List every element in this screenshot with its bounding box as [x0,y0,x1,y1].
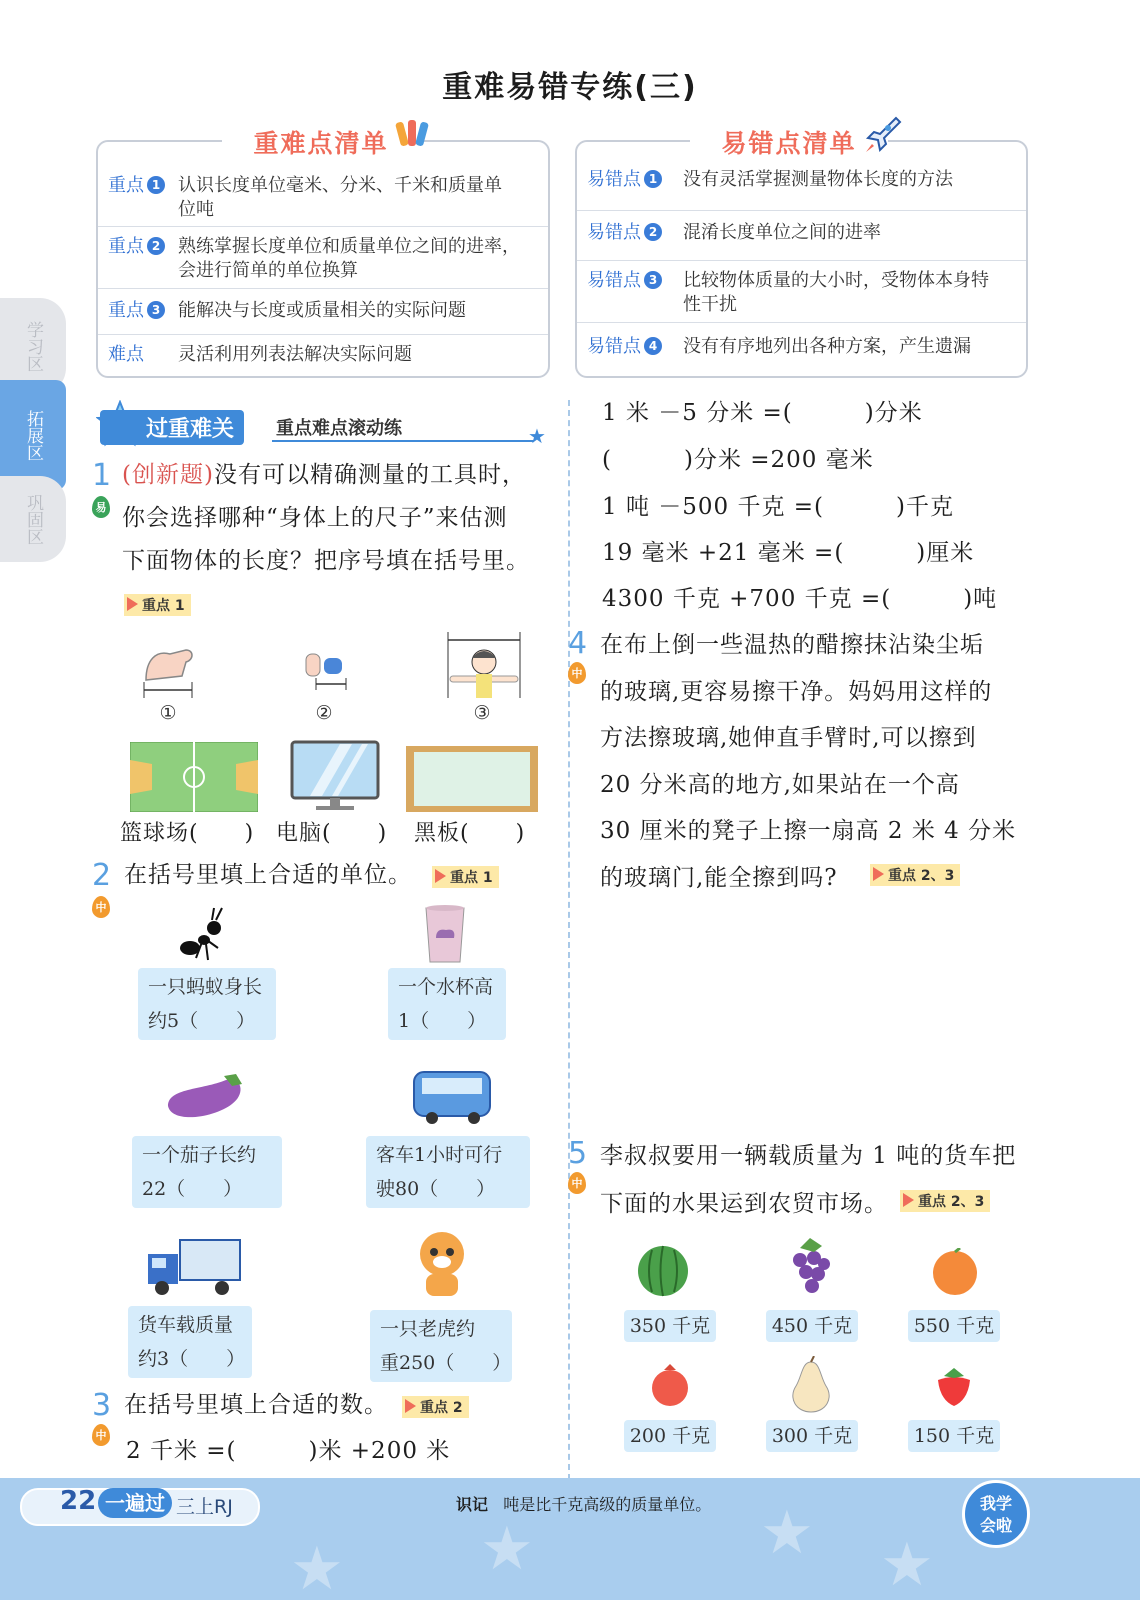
unit-card: 一只老虎约 重250（ ） [370,1310,512,1382]
fruit-weight-badge: 450 千克 [766,1310,858,1342]
cup-icon [422,904,468,966]
key-tag: 重点 3 [108,299,165,323]
key-text: 能解决与长度或质量相关的实际问题 [178,300,466,321]
eggplant-icon [162,1070,248,1126]
error-row [577,260,1026,321]
note-label: 识记 [456,1495,489,1514]
section-header [96,406,546,446]
pomegranate-icon [650,1364,690,1408]
key-row [98,288,548,333]
key-point-tag: 重点 1 [124,594,191,616]
unit-card: 客车1小时可行 驶80（ ） [366,1136,530,1208]
level-badge: 易 [92,496,110,518]
key-text: 熟练掌握长度单位和质量单位之间的进率， 会进行简单的单位换算 [178,236,520,281]
level-badge: 中 [568,662,586,684]
question-number: 5 [568,1136,588,1171]
page-number: 22 [60,1486,97,1516]
error-tag: 易错点 3 [587,269,662,293]
question-number: 1 [92,458,112,493]
fruit-weight-badge: 300 千克 [766,1420,858,1452]
section-underline [272,440,534,442]
q4-text: 在布上倒一些温热的醋擦抹沾染尘垢 的玻璃,更容易擦干净。妈妈用这样的 方法擦玻璃,她伸直手臂时,可以擦到 20 分米高的地方,如果站在一个高 30 厘米的凳子上擦一扇高 2 米 4 分米 的玻璃门,能全擦到吗? [600,632,1017,891]
error-text: 比较物体质量的大小时，受物体本身特 性干扰 [683,270,989,315]
level-badge: 中 [92,896,110,918]
footer-note [456,1492,711,1515]
error-tag: 易错点 1 [587,168,662,192]
rocket-icon [860,114,904,158]
level-badge: 中 [92,1424,110,1446]
option-label: ② [315,702,333,724]
key-text: 认识长度单位毫米、分米、千米和质量单 位吨 [178,175,502,220]
computer-monitor-icon [290,740,380,812]
brand-logo: 一遍过 [98,1488,172,1518]
question-number: 2 [92,858,112,893]
orange-icon [930,1248,980,1296]
finger-width-icon [298,648,354,694]
star-icon: ★ [528,424,546,448]
option-label: ① [159,702,177,724]
equation: 4300 千克 +700 千克 =( )吨 [602,586,998,612]
pencils-icon [392,118,432,156]
side-tab-label: 巩固区 [23,493,43,545]
equation: ( )分米 =200 毫米 [602,447,874,473]
equation: 1 米 －5 分米 =( )分米 [602,400,923,426]
error-row [577,168,1026,208]
error-text: 没有灵活掌握测量物体长度的方法 [683,169,953,190]
key-list-title: 重难点清单 [222,124,420,160]
watermelon-icon [636,1244,690,1298]
key-row [98,334,548,375]
unit-card: 货车载质量 约3（ ） [128,1306,252,1378]
side-tab-expand[interactable] [0,380,66,490]
grade-label: 三上RJ [176,1496,233,1518]
error-list-title: 易错点清单 [690,124,888,160]
difficulty-tag: 难点 [108,344,144,365]
level-badge: 中 [568,1172,586,1194]
column-divider [568,400,570,1480]
q5-text: 李叔叔要用一辆载质量为 1 吨的货车把 下面的水果运到农贸市场。 [600,1143,1017,1217]
blackboard-icon [406,746,538,812]
note-text: 吨是比千克高级的质量单位。 [503,1495,712,1514]
object-blackboard: 黑板( ) [414,821,526,846]
fruit-weight-badge: 200 千克 [624,1420,716,1452]
grapes-icon [788,1236,832,1298]
key-tag: 重点 1 [108,174,165,198]
side-tab-label: 学习区 [23,320,43,372]
q1-text: (创新题)没有可以精确测量的工具时， 你会选择哪种“身体上的尺子”来估测 下面物体的长度？把序号填在括号里。 [122,462,530,574]
key-point-tag: 重点 1 [432,866,499,888]
error-text: 没有有序地列出各种方案，产生遗漏 [683,336,971,357]
q2-text: 在括号里填上合适的单位。 [124,862,412,888]
bus-icon [410,1064,494,1128]
key-row [98,168,548,224]
side-tab-review[interactable] [0,476,66,562]
object-basketball-court: 篮球场( ) [120,821,255,846]
question-number: 3 [92,1388,112,1423]
key-point-tag: 重点 2、3 [900,1190,990,1212]
strawberry-icon [934,1366,974,1408]
key-text: 灵活利用列表法解决实际问题 [178,344,412,365]
unit-card: 一个水杯高 1（ ） [388,968,506,1040]
pear-icon [784,1356,838,1414]
fruit-weight-badge: 350 千克 [624,1310,716,1342]
innovation-tag: (创新题) [122,462,214,488]
learned-badge[interactable]: 我学 会啦 [962,1480,1030,1548]
key-row [98,226,548,287]
section-badge: 过重难关 [100,410,244,445]
error-tag: 易错点 2 [587,221,662,245]
q3-text: 在括号里填上合适的数。 [124,1392,388,1418]
question-number: 4 [568,626,588,661]
equation: 1 吨 －500 千克 =( )千克 [602,494,954,520]
arm-span-icon [442,628,526,702]
error-text: 混淆长度单位之间的进率 [683,222,881,243]
error-points-box [575,140,1028,378]
object-computer: 电脑( ) [276,821,388,846]
key-points-box [96,140,550,378]
fruit-weight-badge: 150 千克 [908,1420,1000,1452]
key-tag: 重点 2 [108,235,165,259]
side-tab-label: 拓展区 [23,409,43,461]
hand-span-icon [136,640,200,702]
option-label: ③ [473,702,491,724]
ant-icon [178,904,236,962]
error-row [577,322,1026,375]
tiger-icon [410,1228,474,1300]
equation: 2 千米 =( )米 +200 米 [126,1438,451,1464]
fruit-weight-badge: 550 千克 [908,1310,1000,1342]
error-tag: 易错点 4 [587,335,662,359]
truck-icon [144,1236,242,1298]
page-footer [0,1478,1140,1604]
basketball-court-icon [130,742,258,812]
key-point-tag: 重点 2、3 [870,864,960,886]
section-subtitle: 重点难点滚动练 [276,418,402,439]
error-row [577,210,1026,259]
page-title: 重难易错专练(三) [442,70,698,105]
star-background: ★ ★ ★ ★ [290,1498,934,1604]
key-point-tag: 重点 2 [402,1396,469,1418]
unit-card: 一个茄子长约 22（ ） [132,1136,282,1208]
equation: 19 毫米 +21 毫米 =( )厘米 [602,540,975,566]
unit-card: 一只蚂蚁身长 约5（ ） [138,968,276,1040]
